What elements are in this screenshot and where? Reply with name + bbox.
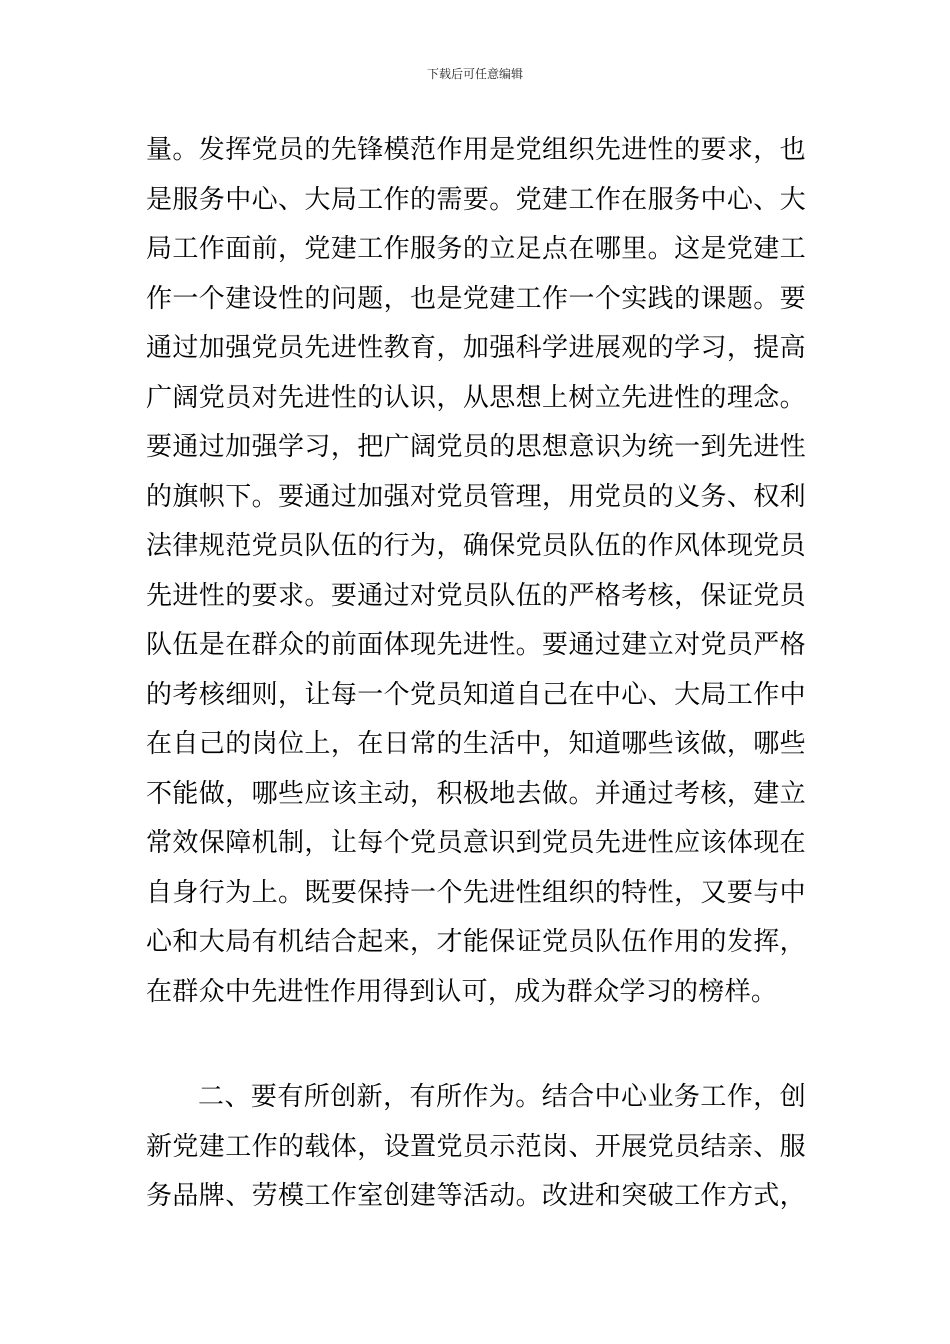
paragraph-line: 量。发挥党员的先锋模范作用是党组织先进性的要求，也 bbox=[146, 135, 806, 165]
paragraph-line: 是服务中心、大局工作的需要。党建工作在服务中心、大 bbox=[146, 184, 806, 215]
paragraph-line: 通过加强党员先进性教育，加强科学进展观的学习，提高 bbox=[146, 333, 806, 363]
paragraph-line: 常效保障机制，让每个党员意识到党员先进性应该体现在 bbox=[146, 828, 806, 858]
paragraph-line: 法律规范党员队伍的行为，确保党员队伍的作风体现党员 bbox=[146, 531, 806, 561]
paragraph-line: 先进性的要求。要通过对党员队伍的严格考核，保证党员 bbox=[146, 580, 806, 611]
page-header-watermark: 下载后可任意编辑 bbox=[426, 67, 523, 81]
paragraph-line: 自身行为上。既要保持一个先进性组织的特性，又要与中 bbox=[146, 877, 806, 908]
paragraph-line: 不能做，哪些应该主动，积极地去做。并通过考核，建立 bbox=[146, 778, 806, 809]
paragraph-line: 新党建工作的载体，设置党员示范岗、开展党员结亲、服 bbox=[146, 1131, 806, 1162]
paragraph-line: 作一个建设性的问题，也是党建工作一个实践的课题。要 bbox=[146, 283, 806, 314]
paragraph-line-last: 在群众中先进性作用得到认可，成为群众学习的榜样。 bbox=[146, 976, 778, 1007]
paragraph-line: 在自己的岗位上，在日常的生活中，知道哪些该做，哪些 bbox=[146, 729, 806, 759]
paragraph-line: 的考核细则，让每一个党员知道自己在中心、大局工作中 bbox=[146, 679, 806, 710]
paragraph-2 bbox=[146, 1073, 806, 1222]
paragraph-1 bbox=[146, 126, 806, 1017]
paragraph-line: 广阔党员对先进性的认识，从思想上树立先进性的理念。 bbox=[146, 382, 806, 413]
paragraph-line: 要通过加强学习，把广阔党员的思想意识为统一到先进性 bbox=[146, 432, 806, 462]
paragraph-line: 的旗帜下。要通过加强对党员管理，用党员的义务、权利 bbox=[146, 481, 806, 512]
paragraph-line-indented: 二、要有所创新，有所作为。结合中心业务工作，创 bbox=[198, 1082, 806, 1112]
paragraph-line: 队伍是在群众的前面体现先进性。要通过建立对党员严格 bbox=[146, 630, 806, 660]
paragraph-line: 心和大局有机结合起来，才能保证党员队伍作用的发挥， bbox=[146, 927, 806, 957]
paragraph-line: 局工作面前，党建工作服务的立足点在哪里。这是党建工 bbox=[146, 234, 806, 264]
paragraph-line: 务品牌、劳模工作室创建等活动。改进和突破工作方式， bbox=[146, 1181, 806, 1211]
